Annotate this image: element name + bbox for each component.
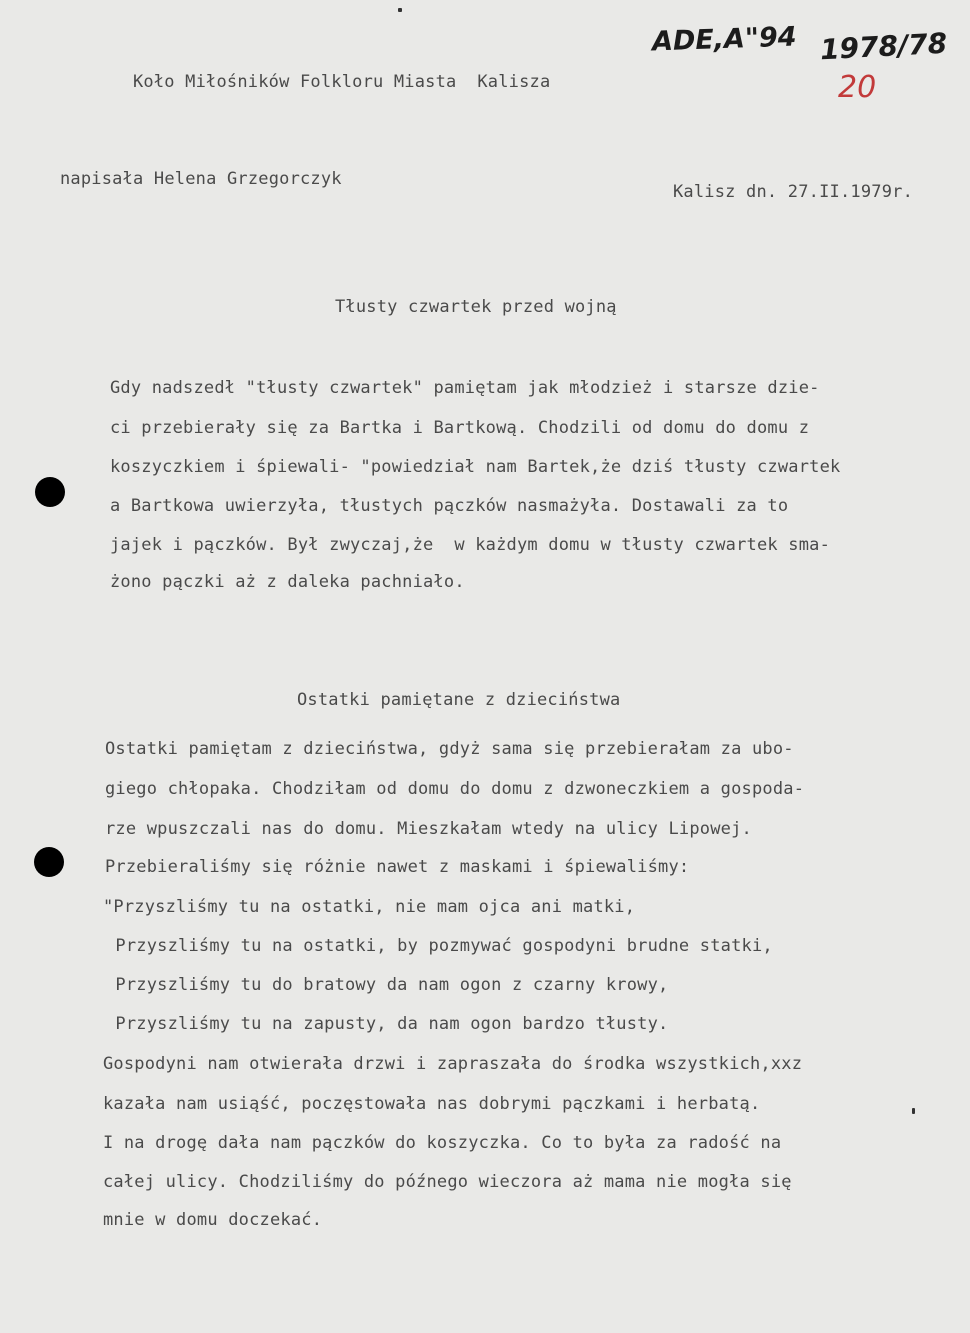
paragraph-line: Gdy nadszedł "tłusty czwartek" pamiętam jak młodzież i starsze dzie-: [110, 378, 820, 398]
paragraph-line: kazała nam usiąść, poczęstowała nas dobrymi pączkami i herbatą.: [103, 1094, 761, 1114]
punch-hole-bottom: [34, 847, 64, 877]
paragraph-line: żono pączki aż z daleka pachniało.: [110, 572, 465, 592]
speck: [912, 1108, 915, 1114]
song-line: Przyszliśmy tu na ostatki, by pozmywać gospodyni brudne statki,: [105, 936, 773, 956]
song-line: Przyszliśmy tu na zapusty, da nam ogon bardzo tłusty.: [105, 1014, 669, 1034]
paragraph-line: Ostatki pamiętam z dzieciństwa, gdyż sama się przebierałam za ubo-: [105, 739, 794, 759]
paragraph-line: a Bartkowa uwierzyła, tłustych pączków nasmażyła. Dostawali za to: [110, 496, 789, 516]
paragraph-line: jajek i pączków. Był zwyczaj,że w każdym domu w tłusty czwartek sma-: [110, 535, 831, 555]
section-title: Tłusty czwartek przed wojną: [335, 297, 617, 317]
paragraph-line: I na drogę dała nam pączków do koszyczka. Co to była za radość na: [103, 1133, 782, 1153]
punch-hole-top: [35, 477, 65, 507]
place-date: Kalisz dn. 27.II.1979r.: [673, 182, 914, 202]
paragraph-line: rze wpuszczali nas do domu. Mieszkałam wtedy na ulicy Lipowej.: [105, 819, 752, 839]
paragraph-line: giego chłopaka. Chodziłam od domu do domu z dzwoneczkiem a gospoda-: [105, 779, 805, 799]
archive-code-annotation: ADE,A"94: [651, 21, 798, 58]
section-title: Ostatki pamiętane z dzieciństwa: [297, 690, 621, 710]
paragraph-line: Przebieraliśmy się różnie nawet z maskami i śpiewaliśmy:: [105, 857, 690, 877]
archive-number-annotation: 1978/78: [819, 26, 948, 67]
paragraph-line: mnie w domu doczekać.: [103, 1210, 323, 1230]
top-mark: [398, 8, 402, 12]
paragraph-line: Gospodyni nam otwierała drzwi i zapraszała do środka wszystkich,xxz: [103, 1054, 803, 1074]
song-line: Przyszliśmy tu do bratowy da nam ogon z czarny krowy,: [105, 975, 669, 995]
paragraph-line: koszyczkiem i śpiewali- "powiedział nam Bartek,że dziś tłusty czwartek: [110, 457, 841, 477]
organization-name: Koło Miłośników Folkloru Miasta Kalisza: [133, 72, 551, 92]
paragraph-line: ci przebierały się za Bartka i Bartkową. Chodzili od domu do domu z: [110, 418, 810, 438]
song-line: "Przyszliśmy tu na ostatki, nie mam ojca ani matki,: [103, 897, 636, 917]
author-line: napisała Helena Grzegorczyk: [60, 169, 342, 189]
paragraph-line: całej ulicy. Chodziliśmy do późnego wieczora aż mama nie mogła się: [103, 1172, 792, 1192]
sheet-number-annotation: 20: [838, 70, 877, 105]
